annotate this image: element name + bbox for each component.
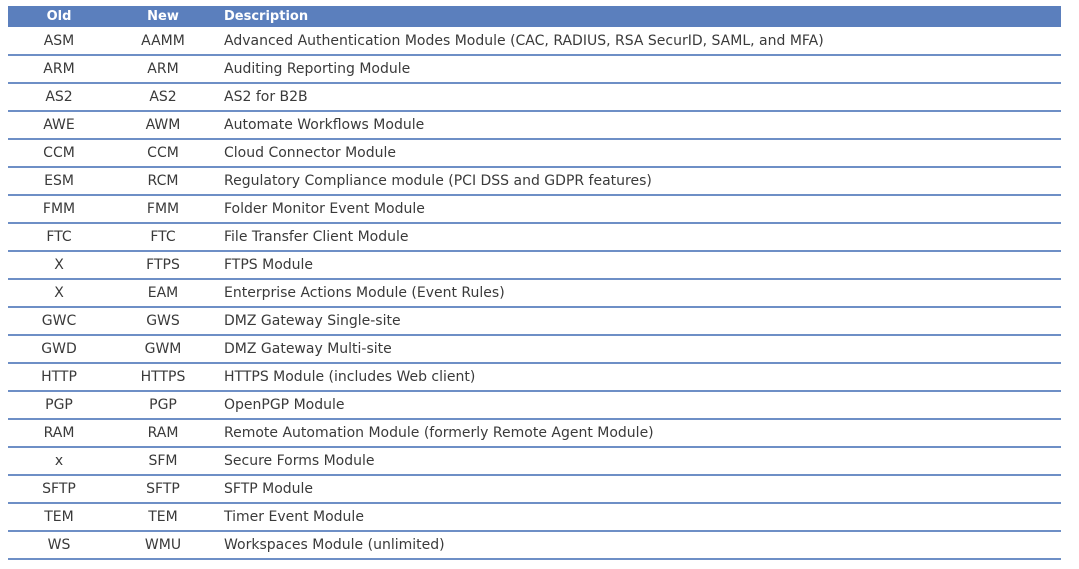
cell-description: Enterprise Actions Module (Event Rules) (216, 279, 1061, 307)
table-row (8, 363, 1061, 391)
cell-old: GWC (8, 307, 110, 335)
cell-new: RCM (110, 167, 216, 195)
cell-new: ARM (110, 55, 216, 83)
table-row (8, 223, 1061, 251)
table-row (8, 447, 1061, 475)
cell-old: ESM (8, 167, 110, 195)
cell-description: SFTP Module (216, 475, 1061, 503)
table-row (8, 475, 1061, 503)
cell-description: Secure Forms Module (216, 447, 1061, 475)
table-row (8, 307, 1061, 335)
cell-description: OpenPGP Module (216, 391, 1061, 419)
cell-old: CCM (8, 139, 110, 167)
cell-new: FTPS (110, 251, 216, 279)
cell-description: Auditing Reporting Module (216, 55, 1061, 83)
table-header (8, 6, 1061, 27)
cell-description: DMZ Gateway Single-site (216, 307, 1061, 335)
cell-new: PGP (110, 391, 216, 419)
cell-old: HTTP (8, 363, 110, 391)
table-row (8, 83, 1061, 111)
cell-old: FTC (8, 223, 110, 251)
table-row (8, 195, 1061, 223)
cell-old: X (8, 251, 110, 279)
cell-old: ASM (8, 27, 110, 55)
cell-old: AS2 (8, 83, 110, 111)
cell-new: SFM (110, 447, 216, 475)
cell-new: AWM (110, 111, 216, 139)
cell-description: Workspaces Module (unlimited) (216, 531, 1061, 559)
cell-description: Advanced Authentication Modes Module (CAC, RADIUS, RSA SecurID, SAML, and MFA) (216, 27, 1061, 55)
table-row (8, 503, 1061, 531)
module-mapping-table (8, 6, 1061, 560)
cell-description: HTTPS Module (includes Web client) (216, 363, 1061, 391)
cell-description: Timer Event Module (216, 503, 1061, 531)
table-row (8, 335, 1061, 363)
cell-description: Folder Monitor Event Module (216, 195, 1061, 223)
cell-old: FMM (8, 195, 110, 223)
cell-description: DMZ Gateway Multi-site (216, 335, 1061, 363)
cell-description: File Transfer Client Module (216, 223, 1061, 251)
table-row (8, 419, 1061, 447)
table-row (8, 531, 1061, 559)
cell-new: FTC (110, 223, 216, 251)
header-new: New (147, 9, 179, 24)
cell-old: X (8, 279, 110, 307)
cell-new: FMM (110, 195, 216, 223)
table-row (8, 251, 1061, 279)
cell-new: CCM (110, 139, 216, 167)
cell-description: Cloud Connector Module (216, 139, 1061, 167)
cell-old: GWD (8, 335, 110, 363)
cell-new: WMU (110, 531, 216, 559)
table-body (8, 27, 1061, 559)
cell-old: ARM (8, 55, 110, 83)
cell-old: WS (8, 531, 110, 559)
module-mapping-table-container (8, 6, 1061, 560)
cell-old: RAM (8, 419, 110, 447)
table-row (8, 167, 1061, 195)
cell-new: GWM (110, 335, 216, 363)
cell-description: AS2 for B2B (216, 83, 1061, 111)
cell-new: RAM (110, 419, 216, 447)
table-row (8, 27, 1061, 55)
cell-old: x (8, 447, 110, 475)
header-description: Description (224, 9, 309, 24)
table-row (8, 279, 1061, 307)
table-row (8, 139, 1061, 167)
header-row (8, 6, 1061, 27)
table-row (8, 55, 1061, 83)
cell-new: TEM (110, 503, 216, 531)
cell-new: EAM (110, 279, 216, 307)
cell-new: SFTP (110, 475, 216, 503)
cell-description: Remote Automation Module (formerly Remote Agent Module) (216, 419, 1061, 447)
table-row (8, 391, 1061, 419)
cell-old: TEM (8, 503, 110, 531)
header-old: Old (46, 9, 72, 24)
cell-new: HTTPS (110, 363, 216, 391)
cell-old: SFTP (8, 475, 110, 503)
table-row (8, 111, 1061, 139)
cell-description: Regulatory Compliance module (PCI DSS and GDPR features) (216, 167, 1061, 195)
cell-description: FTPS Module (216, 251, 1061, 279)
cell-description: Automate Workflows Module (216, 111, 1061, 139)
cell-old: PGP (8, 391, 110, 419)
cell-new: AS2 (110, 83, 216, 111)
cell-new: GWS (110, 307, 216, 335)
cell-old: AWE (8, 111, 110, 139)
cell-new: AAMM (110, 27, 216, 55)
